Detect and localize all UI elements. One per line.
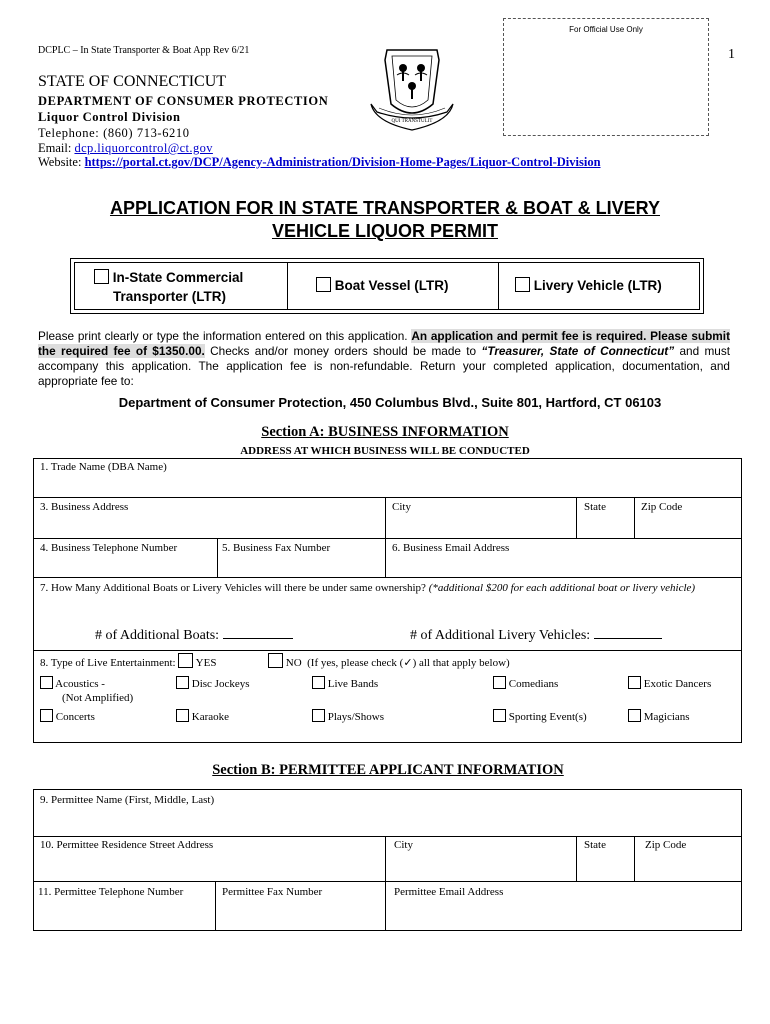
section-a-table [33, 458, 742, 743]
additional-boats-input[interactable] [223, 625, 293, 639]
field-permittee-phone[interactable]: 11. Permittee Telephone Number [38, 886, 184, 898]
form-id: DCPLC – In State Transporter & Boat App Rev 6/21 [38, 45, 250, 56]
acoustics-checkbox[interactable] [40, 676, 53, 689]
instructions-p3: Checks and/or money orders should be made to [210, 344, 477, 358]
field-business-fax[interactable]: 5. Business Fax Number [222, 542, 331, 554]
comedians-checkbox[interactable] [493, 676, 506, 689]
option-karaoke[interactable] [176, 709, 229, 723]
title-line-1: APPLICATION FOR IN STATE TRANSPORTER & BOAT & LIVERY [109, 198, 660, 218]
instate-label-1: In-State Commercial [112, 270, 244, 285]
acoustics-label: Acoustics - [55, 678, 105, 690]
option-plays-shows[interactable] [312, 709, 384, 723]
section-a-title: Section A: BUSINESS INFORMATION [261, 424, 509, 440]
option-live-bands[interactable] [312, 676, 378, 690]
instructions-fee: An application and permit fee is required. Please submit the required fee of $1350.00. [38, 329, 730, 358]
field-additional-vehicles [40, 581, 730, 596]
field-permittee-state[interactable]: State [584, 839, 606, 851]
section-b-title: Section B: PERMITTEE APPLICANT INFORMATION [212, 762, 564, 778]
exotic-checkbox[interactable] [628, 676, 641, 689]
permit-boat-option[interactable] [316, 277, 449, 293]
instate-label-2: Transporter (LTR) [113, 289, 227, 304]
header-email-line [38, 141, 213, 156]
sporting-label: Sporting Event(s) [508, 711, 587, 723]
field-trade-name[interactable]: 1. Trade Name (DBA Name) [40, 461, 167, 473]
email-link[interactable]: dcp.liquorcontrol@ct.gov [74, 141, 213, 155]
no-option [268, 653, 510, 669]
return-address: Department of Consumer Protection, 450 Columbus Blvd., Suite 801, Hartford, CT 06103 [118, 395, 662, 410]
live-entertainment-question [40, 653, 216, 669]
no-checkbox[interactable] [268, 653, 283, 668]
q7-label: 7. How Many Additional Boats or Livery Vehicles will there be under same ownership? [40, 582, 426, 594]
livery-label: Livery Vehicle (LTR) [533, 278, 662, 293]
checkmark-icon: ✓ [403, 657, 413, 669]
option-concerts[interactable] [40, 709, 95, 723]
field-business-city[interactable]: City [392, 501, 411, 513]
section-a-subtitle: ADDRESS AT WHICH BUSINESS WILL BE CONDUCTED [240, 445, 530, 457]
section-b-table [33, 789, 742, 931]
form-title [0, 197, 770, 243]
boat-label: Boat Vessel (LTR) [334, 278, 449, 293]
instructions-p1: Please print clearly or type the information entered on this application. [38, 329, 408, 343]
option-not-amplified: (Not Amplified) [62, 692, 134, 704]
additional-livery-label: # of Additional Livery Vehicles: [410, 628, 591, 643]
svg-text:QUI TRANSTULIT: QUI TRANSTULIT [391, 119, 433, 124]
option-exotic-dancers[interactable] [628, 676, 711, 690]
livery-checkbox[interactable] [515, 277, 530, 292]
permit-instate-option[interactable] [94, 268, 243, 306]
plays-checkbox[interactable] [312, 709, 325, 722]
official-use-label: For Official Use Only [569, 25, 643, 34]
field-business-address[interactable]: 3. Business Address [40, 501, 129, 513]
concerts-checkbox[interactable] [40, 709, 53, 722]
boat-checkbox[interactable] [316, 277, 331, 292]
header-telephone: Telephone: (860) 713-6210 [38, 126, 190, 140]
concerts-label: Concerts [55, 711, 95, 723]
instructions-p5: and must accompany this application. The application fee is non-refundable. Return your completed application, documentation, and appropriate fee to: [38, 344, 731, 388]
instructions-payee: “Treasurer, State of Connecticut” [481, 344, 675, 358]
comedians-label: Comedians [508, 678, 559, 690]
q8-note-a: (If yes, please check ( [307, 657, 404, 669]
q8-note-b: ) all that apply below) [412, 657, 510, 669]
email-label: Email: [38, 141, 75, 155]
disc-jockeys-checkbox[interactable] [176, 676, 189, 689]
disc-jockeys-label: Disc Jockeys [191, 678, 250, 690]
karaoke-checkbox[interactable] [176, 709, 189, 722]
q7-note: (*additional $200 for each additional boat or livery vehicle) [428, 582, 696, 594]
option-magicians[interactable] [628, 709, 690, 723]
header-department: DEPARTMENT OF CONSUMER PROTECTION [38, 94, 329, 108]
exotic-label: Exotic Dancers [643, 678, 712, 690]
no-label: NO [285, 657, 302, 669]
website-link[interactable]: https://portal.ct.gov/DCP/Agency-Administration/Division-Home-Pages/Liquor-Control-Division [84, 155, 601, 169]
website-label: Website: [38, 155, 85, 169]
magicians-label: Magicians [643, 711, 690, 723]
additional-livery-input[interactable] [594, 625, 662, 639]
header-website-line [38, 155, 601, 170]
field-business-state[interactable]: State [584, 501, 606, 513]
additional-livery [410, 625, 662, 644]
field-permittee-city[interactable]: City [394, 839, 413, 851]
sporting-checkbox[interactable] [493, 709, 506, 722]
live-bands-checkbox[interactable] [312, 676, 325, 689]
instructions [38, 329, 730, 389]
header-division: Liquor Control Division [38, 110, 181, 124]
field-business-zip[interactable]: Zip Code [641, 501, 683, 513]
title-line-2: VEHICLE LIQUOR PERMIT [271, 221, 498, 241]
magicians-checkbox[interactable] [628, 709, 641, 722]
option-sporting-events[interactable] [493, 709, 587, 723]
official-use-box [503, 18, 709, 136]
option-acoustics[interactable] [40, 676, 105, 690]
q8-label: 8. Type of Live Entertainment: [40, 657, 176, 669]
option-disc-jockeys[interactable] [176, 676, 250, 690]
live-bands-label: Live Bands [327, 678, 379, 690]
field-permittee-email[interactable]: Permittee Email Address [394, 886, 504, 898]
page-number: 1 [728, 47, 735, 62]
permit-livery-option[interactable] [515, 277, 662, 293]
field-permittee-zip[interactable]: Zip Code [645, 839, 687, 851]
yes-checkbox[interactable] [178, 653, 193, 668]
field-business-email[interactable]: 6. Business Email Address [392, 542, 510, 554]
field-permittee-address[interactable]: 10. Permittee Residence Street Address [40, 839, 214, 851]
field-permittee-name[interactable]: 9. Permittee Name (First, Middle, Last) [40, 794, 215, 806]
header-state: STATE OF CONNECTICUT [38, 73, 227, 90]
instate-checkbox[interactable] [94, 269, 109, 284]
plays-label: Plays/Shows [327, 711, 384, 723]
yes-label: YES [195, 657, 217, 669]
state-seal-logo [367, 42, 457, 142]
additional-boats [95, 625, 293, 644]
additional-boats-label: # of Additional Boats: [95, 628, 220, 643]
field-business-phone[interactable]: 4. Business Telephone Number [40, 542, 178, 554]
field-permittee-fax[interactable]: Permittee Fax Number [222, 886, 323, 898]
option-comedians[interactable] [493, 676, 558, 690]
karaoke-label: Karaoke [191, 711, 230, 723]
